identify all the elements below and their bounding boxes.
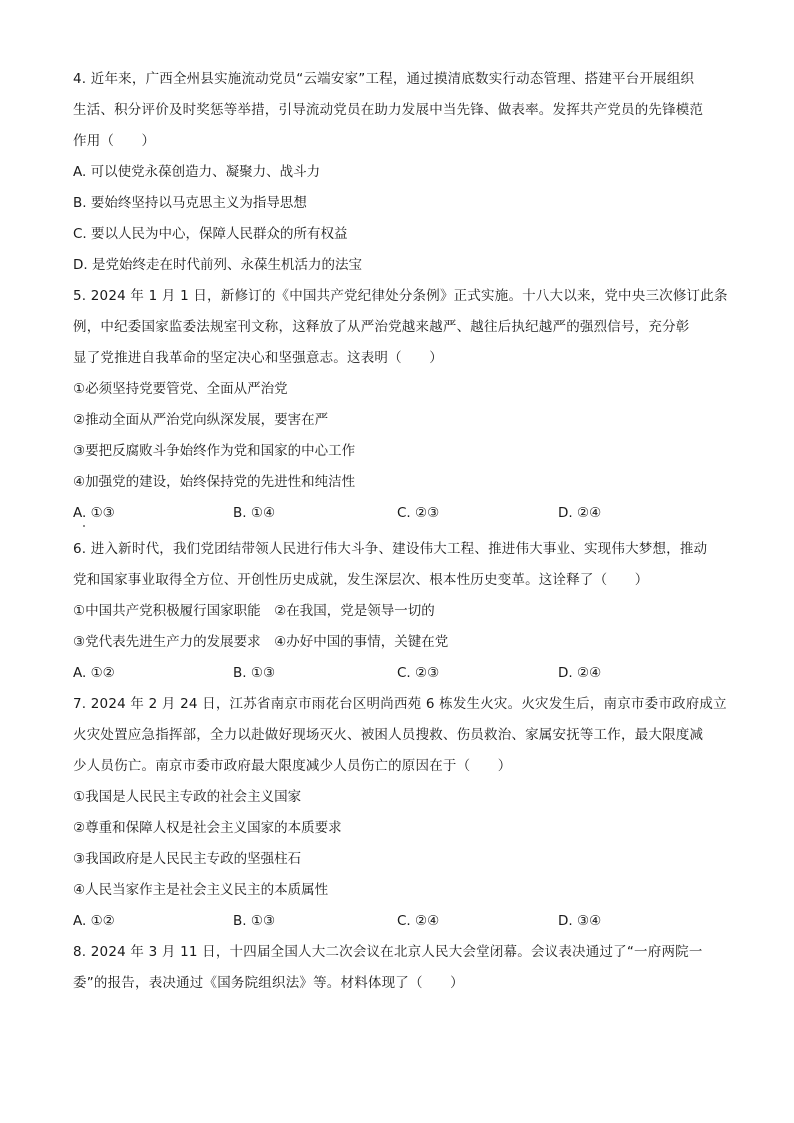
choice-row [73,658,733,689]
choice-a: A. ①② [73,665,115,681]
question-stem-line: 5. 2024 年 1 月 1 日，新修订的《中国共产党纪律处分条例》正式实施。十八大以来，党中央三次修订此条 [73,288,728,304]
question-5 [73,281,733,534]
statement-3: ③我国政府是人民民主专政的坚强柱石 [73,851,302,867]
option-d: D. 是党始终走在时代前列、永葆生机活力的法宝 [73,257,362,273]
question-8 [73,937,733,999]
question-stem-line: 6. 进入新时代，我们党团结带领人民进行伟大斗争、建设伟大工程、推进伟大事业、实现伟大梦想，推动 [73,541,708,557]
statement-1-2: ①中国共产党积极履行国家职能 ②在我国，党是领导一切的 [73,603,435,619]
question-stem-line: 显了党推进自我革命的坚定决心和坚强意志。这表明（ ） [73,350,443,366]
choice-c: C. ②③ [397,665,440,681]
question-stem-line: 少人员伤亡。南京市委市政府最大限度减少人员伤亡的原因在于（ ） [73,758,512,774]
question-stem-line: 7. 2024 年 2 月 24 日，江苏省南京市雨花台区明尚西苑 6 栋发生火灾。火灾发生后，南京市委市政府成立 [73,696,727,712]
statement-1: ①我国是人民民主专政的社会主义国家 [73,789,302,805]
statement-2: ②推动全面从严治党向纵深发展，要害在严 [73,412,329,428]
choice-row [73,906,733,937]
choice-b: B. ①④ [233,505,276,521]
question-4 [73,64,733,281]
choice-a: A. ①③ [73,505,115,521]
choice-d: D. ③④ [558,913,602,929]
statement-3-4: ③党代表先进生产力的发展要求 ④办好中国的事情，关键在党 [73,634,449,650]
stray-dot-mark [83,525,85,527]
question-stem-line: 党和国家事业取得全方位、开创性历史成就，发生深层次、根本性历史变革。这诠释了（ ） [73,572,649,588]
statement-1: ①必须坚持党要管党、全面从严治党 [73,381,288,397]
choice-a: A. ①② [73,913,115,929]
choice-row [73,498,733,534]
choice-d: D. ②④ [558,505,602,521]
choice-c: C. ②④ [397,913,440,929]
question-stem-line: 作用（ ） [73,133,156,149]
question-stem-line: 委”的报告，表决通过《国务院组织法》等。材料体现了（ ） [73,975,464,991]
statement-3: ③要把反腐败斗争始终作为党和国家的中心工作 [73,443,356,459]
choice-b: B. ①③ [233,913,276,929]
statement-2: ②尊重和保障人权是社会主义国家的本质要求 [73,820,342,836]
option-c: C. 要以人民为中心，保障人民群众的所有权益 [73,226,348,242]
question-stem-line: 8. 2024 年 3 月 11 日，十四届全国人大二次会议在北京人民大会堂闭幕。会议表决通过了“一府两院一 [73,944,703,960]
statement-4: ④人民当家作主是社会主义民主的本质属性 [73,882,329,898]
option-b: B. 要始终坚持以马克思主义为指导思想 [73,195,307,211]
question-6 [73,534,733,689]
choice-c: C. ②③ [397,505,440,521]
option-a: A. 可以使党永葆创造力、凝聚力、战斗力 [73,164,321,180]
question-stem-line: 火灾处置应急指挥部，全力以赴做好现场灭火、被困人员搜救、伤员救治、家属安抚等工作，最大限度减 [73,727,704,743]
exam-page [73,64,733,999]
choice-b: B. ①③ [233,665,276,681]
choice-d: D. ②④ [558,665,602,681]
question-stem-line: 生活、积分评价及时奖惩等举措，引导流动党员在助力发展中当先锋、做表率。发挥共产党员的先锋模范 [73,102,704,118]
question-7 [73,689,733,937]
question-stem-line: 例，中纪委国家监委法规室刊文称，这释放了从严治党越来越严、越往后执纪越严的强烈信号，充分彰 [73,319,690,335]
statement-4: ④加强党的建设，始终保持党的先进性和纯洁性 [73,474,356,490]
question-stem-line: 4. 近年来，广西全州县实施流动党员“云端安家”工程，通过摸清底数实行动态管理、搭建平台开展组织 [73,71,695,87]
